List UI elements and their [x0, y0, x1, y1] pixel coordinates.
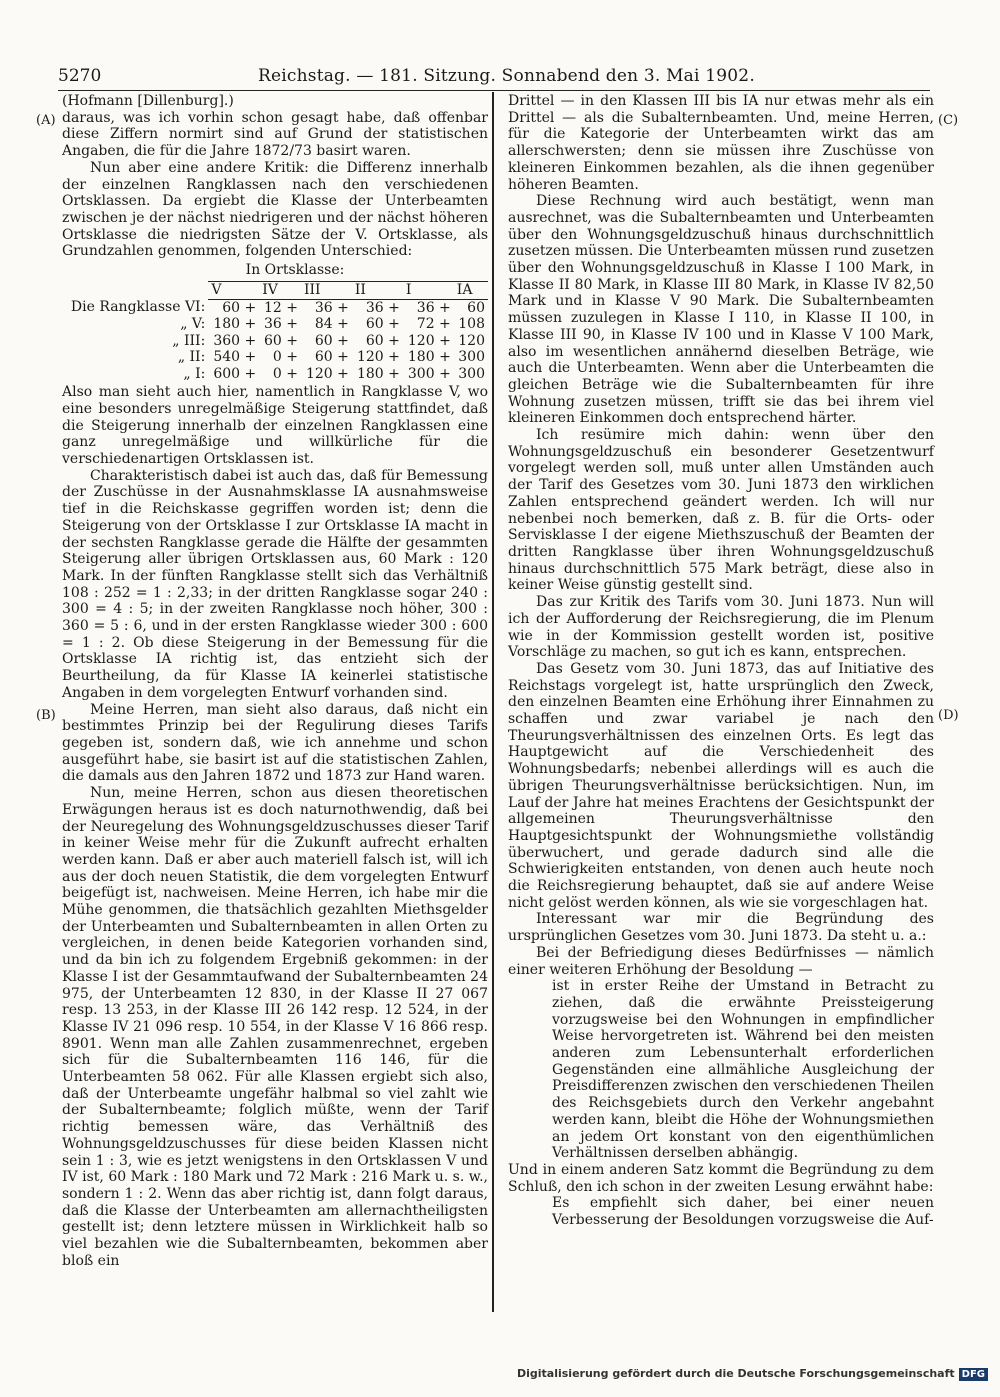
paragraph: Und in einem anderen Satz kommt die Begründung zu dem Schluß, den ich schon in der zweiten Lesung erwähnt habe: [508, 1162, 934, 1195]
ortsklasse-table [62, 281, 488, 383]
paragraph: Ich resümire mich dahin: wenn über den Wohnungsgeldzuschuß ein besonderer Gesetzentwurf vorgelegt werden soll, muß unter allen Umständen auch der Tarif des Gesetzes vom 30. Juni 1873 den wirklichen Zahlen entsprechend geändert werden. Ich will nur nebenbei noch bemerken, daß z. B. für die Orts- oder Servisklasse I der eigene Miethszuschuß der Beamten der dritten Rangklasse über ihren Wohnungsgeldzuschuß hinaus durchschnittlich 575 Mark beträgt, diese also in keiner Weise günstig gestellt sind. [508, 427, 934, 594]
table-cell: 60 + [314, 349, 349, 366]
table-cell: 120 + [356, 349, 400, 366]
paragraph: Also man sieht auch hier, namentlich in Rangklasse V, wo eine besonders unregelmäßige Steigerung stattfindet, daß die Steigerung innerhalb der einzelnen Rangklassen eine ganz unregelmäßige und willkürliche für die verschiedenartigen Ortsklassen ist. [62, 384, 488, 468]
table-cell: 60 + [222, 299, 257, 316]
margin-mark-c: (C) [938, 113, 959, 128]
column-header: IV [259, 281, 301, 299]
table-cell: 300 [458, 349, 485, 366]
paragraph: Nun, meine Herren, schon aus diesen theoretischen Erwägungen heraus ist es doch naturnothwendig, daß bei der Neuregelung des Wohnungsgeldzuschusses dieser Tarif in keiner Weise mehr für die Zukunft aufrecht erhalten werden kann. Daß er aber auch materiell falsch ist, will ich aus der doch neuen Statistik, die dem vorgelegten Entwurf beigefügt ist, nachweisen. Meine Herren, ich habe mir die Mühe genommen, die thatsächlich gezahlten Miethsgelder der Unterbeamten und Subalternbeamten in allen Orten zu vergleichen, in denen beide Kategorien vorhanden sind, und da bin ich zu folgendem Ergebniß gekommen: in der Klasse I ist der Gesammtaufwand der Subalternbeamten 24 975, der Unterbeamten 12 830, in der Klasse II 27 067 resp. 13 253, in der Klasse III 26 142 resp. 12 524, in der Klasse IV 21 096 resp. 10 554, in der Klasse V 16 866 resp. 8901. Wenn man alle Zahlen zusammenrechnet, ergeben sich für die Subalternbeamten 116 146, für die Unterbeamten 58 062. Für alle Klassen ergiebt sich also, daß der Unterbeamte ungefähr halbmal so viel zahlt wie der Subalternbeamte; folglich müßte, wenn der Tarif richtig bemessen wäre, das Verhältniß des Wohnungsgeldzuschusses für diese beiden Klassen nicht sein 1 : 3, wie es jetzt wenigstens in den Ortsklassen V und IV ist, 60 Mark : 180 Mark und 72 Mark : 216 Mark u. s. w., sondern 1 : 2. Wenn das aber richtig ist, dann folgt daraus, daß die Klasse der Unterbeamten am allernachtheiligsten gestellt ist; denn letztere müssen in Wirklichkeit halb so viel bezahlen wie die Subalternbeamten, bekommen aber bloß ein [62, 785, 488, 1269]
table-cell: 36 + [416, 299, 451, 316]
table-cell: 12 + [263, 299, 298, 316]
speaker-label: (Hofmann [Dillenburg].) [62, 93, 234, 109]
paragraph: Nun aber eine andere Kritik: die Differenz innerhalb der einzelnen Rangklassen nach den verschiedenen Ortsklassen. Da ergiebt die Klasse der Unterbeamten zwischen je der nächst niedrigeren und der nächst höheren Ortsklasse die niedrigsten Sätze der V. Ortsklasse, als Grundzahlen genommen, folgenden Unterschied: [62, 159, 488, 260]
table-cell: 360 + [213, 332, 257, 349]
table-cell: 36 + [263, 316, 298, 333]
table-cell: 60 + [365, 332, 400, 349]
row-label: „ III: [172, 332, 206, 349]
page-header [58, 64, 918, 88]
table-cell: 60 + [365, 316, 400, 333]
row-label: Die Rangklasse VI: [70, 299, 206, 316]
column-header: I [403, 281, 454, 299]
table-cell: 300 + [407, 365, 451, 382]
column-header: III [301, 281, 352, 299]
credit-text: Digitalisierung gefördert durch die Deutsche Forschungsgemeinschaft [516, 1367, 955, 1380]
table-cell: 180 + [356, 365, 400, 382]
table-cell: 540 + [213, 349, 257, 366]
table-row [62, 333, 488, 350]
margin-mark-b: (B) [36, 708, 56, 723]
table-cell: 60 [467, 299, 485, 316]
column-header: V [208, 281, 259, 299]
right-column [508, 93, 934, 1229]
table-cell: 108 [458, 316, 485, 333]
table-cell: 120 [458, 332, 485, 349]
paragraph: Diese Rechnung wird auch bestätigt, wenn man ausrechnet, was die Subalternbeamten und Unterbeamten über den Wohnungsgeldzuschuß hinaus durchschnittlich zusetzen müssen. Die Unterbeamten müssen rund zusetzen über den Wohnungsgeldzuschuß in Klasse I 100 Mark, in Klasse II 80 Mark, in Klasse III 80 Mark, in Klasse IV 82,50 Mark und in Klasse V 90 Mark. Die Subalternbeamten müssen zuzulegen in Klasse I 110, in Klasse II 100, in Klasse III 90, in Klasse IV 100 und in Klasse V 100 Mark, also im wesentlichen annähernd dieselben Beträge, wie auch die Unterbeamten. Wenn aber die Unterbeamten die gleichen Beträge wie die Subalternbeamten für ihre Wohnung zusetzen müssen, trifft sie das bei ihrem viel kleineren Einkommen doch entsprechend härter. [508, 193, 934, 427]
table-cell: 36 + [314, 299, 349, 316]
dfg-logo: DFG [959, 1368, 988, 1381]
table-cell: 72 + [416, 316, 451, 333]
margin-mark-a: (A) [36, 113, 56, 128]
paragraph: Charakteristisch dabei ist auch das, daß für Bemessung der Zuschüsse in der Ausnahmsklasse IA ausnahmsweise tief in die Reichskasse gegriffen worden ist; denn die Steigerung von der Ortsklasse I zur Ortsklasse IA macht in der sechsten Rangklasse gerade die Hälfte der gesammten Steigerung aller übrigen Ortsklassen aus, 60 Mark : 120 Mark. In der fünften Rangklasse stellt sich das Verhältniß 108 : 252 = 1 : 2,33; in der dritten Rangklasse sogar 240 : 300 = 4 : 5; in der zweiten Rangklasse noch höher, 300 : 360 = 5 : 6, und in der ersten Rangklasse wieder 300 : 600 = 1 : 2. Ob diese Steigerung in der Bemessung für die Ortsklasse IA richtig ist, das entzieht sich der Beurtheilung, da für Klasse IA keinerlei statistische Angaben in dem vorgelegten Entwurf vorhanden sind. [62, 467, 488, 701]
table-cell: 180 + [407, 349, 451, 366]
table-row [62, 316, 488, 333]
quotation: ist in erster Reihe der Umstand in Betracht zu ziehen, daß die erwähnte Preissteigerung vorzugsweise bei den Wohnungen in empfindlicher Weise hervorgetreten ist. Während bei den meisten anderen zum Lebensunterhalt erforderlichen Gegenständen eine allmähliche Ausgleichung der Preisdifferenzen zwischen den verschiedenen Theilen des Reichsgebiets durch den Verkehr angebahnt werden kann, bleibt die Höhe der Wohnungsmiethen an jedem Ort konstant von den eigenthümlichen Verhältnissen derselben abhängig. [552, 978, 934, 1162]
left-column [62, 93, 488, 1270]
table-cell: 0 + [272, 349, 298, 366]
paragraph: Das zur Kritik des Tarifs vom 30. Juni 1873. Nun will ich der Aufforderung der Reichsregierung, die im Plenum wie in der Kommission gestellt worden ist, positive Vorschläge zu machen, so gut ich es kann, entsprechen. [508, 594, 934, 661]
table-cell: 120 + [407, 332, 451, 349]
table-row [62, 299, 488, 316]
paragraph: Interessant war mir die Begründung des ursprünglichen Gesetzes vom 30. Juni 1873. Da steht u. a.: [508, 911, 934, 945]
paragraph: Bei der Befriedigung dieses Bedürfnisses — nämlich einer weiteren Erhöhung der Besoldung — [508, 944, 934, 978]
table-header-row [62, 281, 488, 299]
row-label: „ I: [183, 365, 206, 382]
column-divider [492, 92, 494, 1312]
table-cell: 180 + [213, 316, 257, 333]
row-label: „ V: [180, 316, 206, 333]
table-cell: 120 + [305, 365, 349, 382]
column-header: IA [454, 281, 488, 299]
table-cell: 60 + [263, 332, 298, 349]
table-cell: 84 + [314, 316, 349, 333]
table-row [62, 349, 488, 366]
row-label: „ II: [177, 349, 206, 366]
table-cell: 60 + [314, 332, 349, 349]
table-cell: 300 [458, 365, 485, 382]
paragraph: Drittel — in den Klassen III bis IA nur etwas mehr als ein Drittel — als die Subalternbeamten. Und, meine Herren, für die Kategorie der Unterbeamten wirkt das am allerschwersten; denn sie müssen ihre Zuschüsse von kleineren Einkommen bezahlen, als die ihnen gegenüber höheren Beamten. [508, 93, 934, 193]
paragraph: daraus, was ich vorhin schon gesagt habe, daß offenbar diese Ziffern normirt sind auf Grund der statistischen Angaben, die für die Jahre 1872/73 basirt waren. [62, 109, 488, 160]
column-header: II [352, 281, 403, 299]
quotation: Es empfiehlt sich daher, bei einer neuen Verbesserung der Besoldungen vorzugsweise die Auf- [552, 1195, 934, 1229]
paragraph: Meine Herren, man sieht also daraus, daß nicht ein bestimmtes Prinzip bei der Regulirung dieses Tarifs gegeben ist, sondern daß, wie ich annehme und schon ausgeführt habe, sie basirt ist auf die statistischen Zahlen, die damals aus den Jahren 1872 und 1873 zur Hand waren. [62, 701, 488, 785]
page-number: 5270 [58, 66, 102, 86]
paragraph: Das Gesetz vom 30. Juni 1873, das auf Initiative des Reichstags vorgelegt ist, hatte ursprünglich den Zweck, den einzelnen Beamten eine Erhöhung ihrer Einnahmen zu schaffen und zwar variabel je nach den Theurungsverhältnissen des einzelnen Orts. Es legt das Hauptgewicht auf die Verschiedenheit des Wohnungsbedarfs; nebenbei allerdings will es auch die übrigen Theurungsverhältnisse berücksichtigen. Nun, im Lauf der Jahre hat meines Erachtens der Gesichtspunkt der allgemeinen Theurungsverhältnisse den Hauptgesichtspunkt der Wohnungsmiethe vollständig überwuchert, und gerade dadurch sind alle die Schwierigkeiten entstanden, von denen auch heute noch die Reichsregierung behauptet, daß sie auf andere Weise nicht gelöst werden können, als wie sie vorgeschlagen hat. [508, 660, 934, 911]
margin-mark-d: (D) [938, 708, 959, 723]
header-rule [58, 90, 930, 91]
table-cell: 0 + [272, 365, 298, 382]
table-row [62, 366, 488, 383]
table-cell: 600 + [213, 365, 257, 382]
running-title: Reichstag. — 181. Sitzung. Sonnabend den 3. Mai 1902. [258, 66, 755, 86]
table-cell: 36 + [365, 299, 400, 316]
table-caption: In Ortsklasse: [245, 262, 345, 279]
digitization-credit [517, 1367, 988, 1381]
